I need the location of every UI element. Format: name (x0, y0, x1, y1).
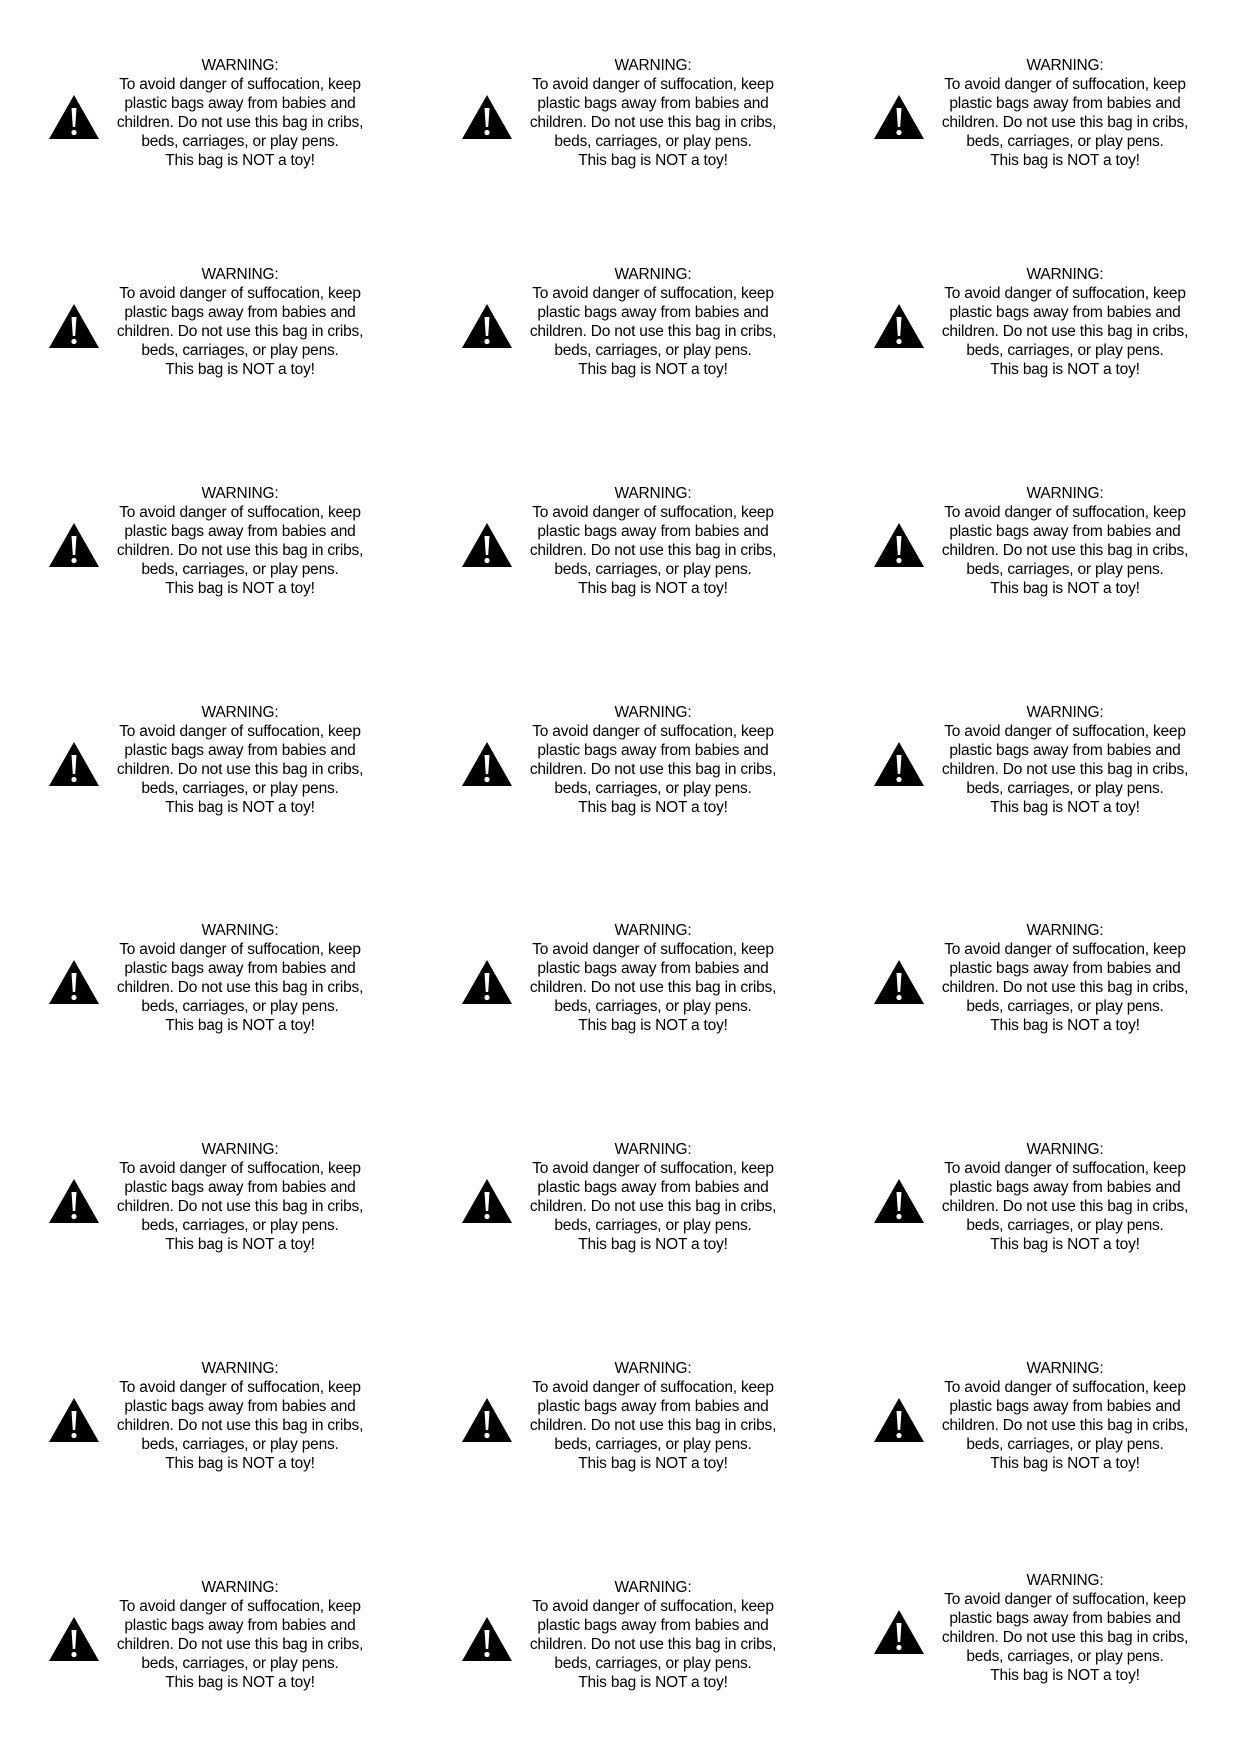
warning-line: plastic bags away from babies and (949, 95, 1181, 112)
warning-text (925, 1571, 1205, 1685)
warning-line: This bag is NOT a toy! (990, 1236, 1140, 1253)
warning-triangle-icon (461, 1397, 513, 1443)
warning-heading: WARNING: (201, 1360, 279, 1377)
warning-text (513, 1140, 793, 1254)
warning-line: This bag is NOT a toy! (990, 1017, 1140, 1034)
warning-heading: WARNING: (614, 57, 692, 74)
warning-label (40, 921, 420, 1061)
warning-line: plastic bags away from babies and (949, 1179, 1181, 1196)
warning-label (865, 265, 1240, 405)
warning-line: beds, carriages, or play pens. (554, 1217, 752, 1234)
warning-label (453, 1359, 833, 1499)
warning-label (865, 703, 1240, 843)
warning-line: beds, carriages, or play pens. (141, 1217, 339, 1234)
warning-line: plastic bags away from babies and (537, 1398, 769, 1415)
warning-text (513, 703, 793, 817)
warning-line: plastic bags away from babies and (124, 960, 356, 977)
warning-label (453, 1578, 833, 1718)
warning-line: beds, carriages, or play pens. (966, 561, 1164, 578)
warning-text (925, 265, 1205, 379)
warning-line: beds, carriages, or play pens. (966, 780, 1164, 797)
warning-line: beds, carriages, or play pens. (966, 342, 1164, 359)
warning-text (925, 484, 1205, 598)
warning-triangle-icon (873, 1609, 925, 1655)
warning-heading: WARNING: (201, 57, 279, 74)
warning-line: This bag is NOT a toy! (165, 1674, 315, 1691)
warning-text (100, 1359, 380, 1473)
warning-line: beds, carriages, or play pens. (966, 1436, 1164, 1453)
warning-line: plastic bags away from babies and (124, 1398, 356, 1415)
warning-label (453, 921, 833, 1061)
warning-triangle-icon (873, 741, 925, 787)
warning-heading: WARNING: (1026, 1141, 1104, 1158)
warning-line: To avoid danger of suffocation, keep (944, 941, 1186, 958)
warning-label (865, 484, 1240, 624)
warning-label (865, 921, 1240, 1061)
warning-line: To avoid danger of suffocation, keep (944, 1160, 1186, 1177)
warning-triangle-icon (873, 94, 925, 140)
warning-label (865, 1571, 1240, 1711)
warning-line: beds, carriages, or play pens. (554, 1655, 752, 1672)
warning-line: children. Do not use this bag in cribs, (941, 1629, 1189, 1646)
warning-line: To avoid danger of suffocation, keep (944, 285, 1186, 302)
warning-heading: WARNING: (1026, 266, 1104, 283)
warning-line: To avoid danger of suffocation, keep (532, 1598, 774, 1615)
warning-line: To avoid danger of suffocation, keep (944, 1379, 1186, 1396)
warning-triangle-icon (873, 522, 925, 568)
warning-line: beds, carriages, or play pens. (141, 780, 339, 797)
warning-line: children. Do not use this bag in cribs, (941, 114, 1189, 131)
warning-heading: WARNING: (201, 266, 279, 283)
warning-line: This bag is NOT a toy! (990, 580, 1140, 597)
warning-triangle-icon (48, 303, 100, 349)
warning-line: To avoid danger of suffocation, keep (532, 285, 774, 302)
warning-line: plastic bags away from babies and (537, 304, 769, 321)
warning-line: To avoid danger of suffocation, keep (944, 76, 1186, 93)
warning-line: plastic bags away from babies and (949, 304, 1181, 321)
warning-triangle-icon (461, 94, 513, 140)
warning-line: This bag is NOT a toy! (578, 361, 728, 378)
warning-heading: WARNING: (201, 485, 279, 502)
warning-heading: WARNING: (201, 922, 279, 939)
warning-line: plastic bags away from babies and (949, 742, 1181, 759)
warning-triangle-icon (48, 1178, 100, 1224)
warning-text (100, 921, 380, 1035)
warning-heading: WARNING: (201, 1141, 279, 1158)
warning-text (100, 265, 380, 379)
warning-line: children. Do not use this bag in cribs, (116, 323, 364, 340)
warning-label (453, 484, 833, 624)
warning-heading: WARNING: (1026, 1572, 1104, 1589)
warning-line: To avoid danger of suffocation, keep (119, 723, 361, 740)
warning-line: plastic bags away from babies and (949, 1610, 1181, 1627)
warning-line: This bag is NOT a toy! (165, 799, 315, 816)
warning-text (100, 1140, 380, 1254)
warning-line: plastic bags away from babies and (124, 1617, 356, 1634)
warning-line: beds, carriages, or play pens. (966, 998, 1164, 1015)
warning-triangle-icon (48, 1397, 100, 1443)
warning-line: plastic bags away from babies and (124, 742, 356, 759)
warning-line: children. Do not use this bag in cribs, (116, 1636, 364, 1653)
warning-line: This bag is NOT a toy! (578, 152, 728, 169)
warning-line: children. Do not use this bag in cribs, (116, 979, 364, 996)
warning-line: beds, carriages, or play pens. (141, 561, 339, 578)
warning-line: This bag is NOT a toy! (990, 152, 1140, 169)
warning-line: To avoid danger of suffocation, keep (532, 1379, 774, 1396)
warning-triangle-icon (48, 959, 100, 1005)
warning-triangle-icon (873, 303, 925, 349)
warning-heading: WARNING: (614, 1579, 692, 1596)
warning-heading: WARNING: (201, 704, 279, 721)
warning-line: beds, carriages, or play pens. (966, 1217, 1164, 1234)
warning-line: plastic bags away from babies and (949, 1398, 1181, 1415)
warning-line: children. Do not use this bag in cribs, (941, 1198, 1189, 1215)
warning-heading: WARNING: (1026, 485, 1104, 502)
warning-text (513, 1359, 793, 1473)
warning-line: beds, carriages, or play pens. (141, 998, 339, 1015)
warning-heading: WARNING: (201, 1579, 279, 1596)
warning-heading: WARNING: (614, 1141, 692, 1158)
warning-line: children. Do not use this bag in cribs, (116, 114, 364, 131)
warning-line: plastic bags away from babies and (124, 95, 356, 112)
warning-line: beds, carriages, or play pens. (966, 133, 1164, 150)
warning-line: To avoid danger of suffocation, keep (119, 941, 361, 958)
warning-line: This bag is NOT a toy! (578, 1674, 728, 1691)
warning-line: This bag is NOT a toy! (990, 361, 1140, 378)
warning-line: This bag is NOT a toy! (165, 1455, 315, 1472)
warning-line: beds, carriages, or play pens. (554, 342, 752, 359)
warning-line: To avoid danger of suffocation, keep (944, 1591, 1186, 1608)
warning-line: To avoid danger of suffocation, keep (532, 941, 774, 958)
warning-line: children. Do not use this bag in cribs, (529, 323, 777, 340)
warning-line: This bag is NOT a toy! (165, 580, 315, 597)
warning-line: To avoid danger of suffocation, keep (119, 1379, 361, 1396)
warning-label (40, 484, 420, 624)
warning-line: children. Do not use this bag in cribs, (941, 761, 1189, 778)
warning-line: To avoid danger of suffocation, keep (532, 76, 774, 93)
warning-label (453, 265, 833, 405)
warning-line: beds, carriages, or play pens. (141, 1655, 339, 1672)
warning-line: beds, carriages, or play pens. (966, 1648, 1164, 1665)
warning-label (40, 1578, 420, 1718)
warning-triangle-icon (48, 94, 100, 140)
warning-line: plastic bags away from babies and (124, 523, 356, 540)
warning-line: plastic bags away from babies and (537, 960, 769, 977)
warning-line: To avoid danger of suffocation, keep (119, 76, 361, 93)
warning-line: beds, carriages, or play pens. (141, 1436, 339, 1453)
warning-line: To avoid danger of suffocation, keep (532, 723, 774, 740)
warning-line: This bag is NOT a toy! (165, 361, 315, 378)
warning-line: children. Do not use this bag in cribs, (529, 761, 777, 778)
warning-text (925, 703, 1205, 817)
warning-line: children. Do not use this bag in cribs, (529, 1417, 777, 1434)
warning-line: children. Do not use this bag in cribs, (529, 979, 777, 996)
warning-heading: WARNING: (614, 1360, 692, 1377)
warning-triangle-icon (461, 303, 513, 349)
warning-line: children. Do not use this bag in cribs, (116, 1417, 364, 1434)
warning-text (100, 703, 380, 817)
warning-label (865, 1140, 1240, 1280)
warning-line: plastic bags away from babies and (949, 960, 1181, 977)
warning-triangle-icon (873, 959, 925, 1005)
warning-line: To avoid danger of suffocation, keep (119, 504, 361, 521)
warning-label (453, 703, 833, 843)
warning-text (513, 921, 793, 1035)
warning-line: This bag is NOT a toy! (165, 1017, 315, 1034)
warning-triangle-icon (461, 522, 513, 568)
warning-line: beds, carriages, or play pens. (554, 780, 752, 797)
warning-text (925, 1359, 1205, 1473)
warning-line: plastic bags away from babies and (537, 1617, 769, 1634)
warning-text (925, 921, 1205, 1035)
warning-line: This bag is NOT a toy! (578, 1236, 728, 1253)
warning-line: To avoid danger of suffocation, keep (944, 504, 1186, 521)
warning-text (513, 56, 793, 170)
warning-line: beds, carriages, or play pens. (554, 133, 752, 150)
warning-heading: WARNING: (1026, 704, 1104, 721)
warning-line: This bag is NOT a toy! (990, 1667, 1140, 1684)
warning-heading: WARNING: (614, 922, 692, 939)
warning-line: children. Do not use this bag in cribs, (941, 1417, 1189, 1434)
warning-line: beds, carriages, or play pens. (554, 998, 752, 1015)
warning-text (513, 484, 793, 598)
warning-line: plastic bags away from babies and (537, 742, 769, 759)
warning-text (513, 1578, 793, 1692)
warning-heading: WARNING: (1026, 1360, 1104, 1377)
warning-triangle-icon (873, 1397, 925, 1443)
warning-line: beds, carriages, or play pens. (554, 561, 752, 578)
warning-line: children. Do not use this bag in cribs, (941, 542, 1189, 559)
warning-line: plastic bags away from babies and (537, 523, 769, 540)
warning-heading: WARNING: (614, 266, 692, 283)
warning-heading: WARNING: (614, 704, 692, 721)
warning-text (100, 56, 380, 170)
warning-line: This bag is NOT a toy! (990, 799, 1140, 816)
warning-line: plastic bags away from babies and (537, 95, 769, 112)
warning-text (925, 56, 1205, 170)
warning-line: beds, carriages, or play pens. (554, 1436, 752, 1453)
warning-text (925, 1140, 1205, 1254)
warning-line: children. Do not use this bag in cribs, (529, 114, 777, 131)
warning-heading: WARNING: (1026, 57, 1104, 74)
warning-line: children. Do not use this bag in cribs, (116, 542, 364, 559)
warning-line: To avoid danger of suffocation, keep (944, 723, 1186, 740)
warning-line: plastic bags away from babies and (124, 1179, 356, 1196)
warning-text (100, 484, 380, 598)
warning-line: This bag is NOT a toy! (165, 1236, 315, 1253)
warning-line: children. Do not use this bag in cribs, (941, 979, 1189, 996)
warning-line: children. Do not use this bag in cribs, (529, 542, 777, 559)
warning-triangle-icon (461, 1616, 513, 1662)
warning-line: To avoid danger of suffocation, keep (119, 1160, 361, 1177)
warning-line: plastic bags away from babies and (949, 523, 1181, 540)
warning-text (513, 265, 793, 379)
warning-heading: WARNING: (614, 485, 692, 502)
warning-label (40, 265, 420, 405)
warning-line: plastic bags away from babies and (537, 1179, 769, 1196)
warning-line: This bag is NOT a toy! (578, 580, 728, 597)
warning-label (453, 56, 833, 196)
warning-line: children. Do not use this bag in cribs, (116, 1198, 364, 1215)
warning-line: children. Do not use this bag in cribs, (529, 1636, 777, 1653)
warning-line: This bag is NOT a toy! (578, 1455, 728, 1472)
warning-triangle-icon (48, 522, 100, 568)
warning-label (40, 703, 420, 843)
warning-line: This bag is NOT a toy! (165, 152, 315, 169)
warning-triangle-icon (48, 741, 100, 787)
warning-line: This bag is NOT a toy! (990, 1455, 1140, 1472)
warning-triangle-icon (873, 1178, 925, 1224)
warning-line: beds, carriages, or play pens. (141, 342, 339, 359)
warning-triangle-icon (461, 959, 513, 1005)
warning-label (40, 1140, 420, 1280)
warning-label (865, 56, 1240, 196)
warning-triangle-icon (48, 1616, 100, 1662)
warning-line: To avoid danger of suffocation, keep (119, 1598, 361, 1615)
warning-line: To avoid danger of suffocation, keep (532, 504, 774, 521)
warning-label (453, 1140, 833, 1280)
warning-label (865, 1359, 1240, 1499)
warning-line: This bag is NOT a toy! (578, 1017, 728, 1034)
warning-line: plastic bags away from babies and (124, 304, 356, 321)
warning-heading: WARNING: (1026, 922, 1104, 939)
warning-line: children. Do not use this bag in cribs, (941, 323, 1189, 340)
warning-label (40, 56, 420, 196)
warning-text (100, 1578, 380, 1692)
warning-line: beds, carriages, or play pens. (141, 133, 339, 150)
warning-label (40, 1359, 420, 1499)
warning-line: To avoid danger of suffocation, keep (532, 1160, 774, 1177)
warning-line: This bag is NOT a toy! (578, 799, 728, 816)
warning-line: children. Do not use this bag in cribs, (116, 761, 364, 778)
warning-triangle-icon (461, 741, 513, 787)
warning-line: To avoid danger of suffocation, keep (119, 285, 361, 302)
warning-triangle-icon (461, 1178, 513, 1224)
warning-line: children. Do not use this bag in cribs, (529, 1198, 777, 1215)
